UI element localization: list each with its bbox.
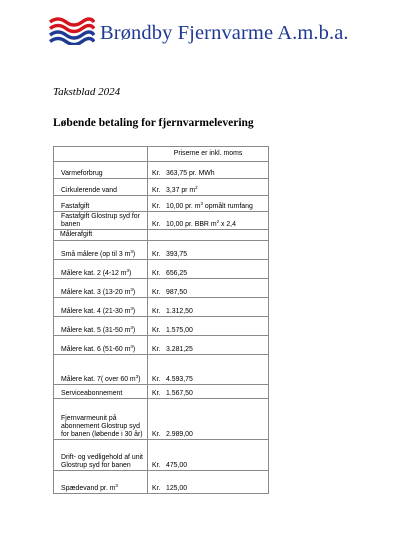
table-row [54,196,269,212]
row-value: Kr. 125,00 [148,471,269,494]
table-group-row [54,230,269,241]
row-value: Kr. 1.312,50 [148,298,269,317]
row-value: Kr. 3.281,25 [148,336,269,355]
row-label: Målere kat. 6 (51-60 $m^3$) [54,336,148,355]
value-text: 10,00 pr. BBR $m^2$ x 2,4 [166,219,236,228]
table-row [54,162,269,179]
document-subtitle: Takstblad 2024 [53,86,121,98]
table-row [54,279,269,298]
column-header: Priserne er inkl. moms [148,147,269,162]
row-value: Kr. 656,25 [148,260,269,279]
table-row [54,260,269,279]
table-row [54,241,269,260]
table-row [54,440,269,471]
group-empty-cell [148,230,269,241]
row-value: Kr. 4.593,75 [148,355,269,385]
row-label: Målere kat. 2 (4-12 $m^3$) [54,260,148,279]
row-label: Serviceabonnement [54,385,148,399]
row-label: Målere kat. 7( over 60 $m^3$) [54,355,148,385]
table-row [54,336,269,355]
row-label: Varmeforbrug [54,162,148,179]
value-text: 10,00 pr. $m^3$ opmålt rumfang [166,201,253,210]
value-text: 3,37 pr $m^2$ [166,185,198,194]
row-label: Målere kat. 3 (13-20 $m^3$) [54,279,148,298]
table-row [54,355,269,385]
row-label: Fastafgift [54,196,148,212]
row-value: Kr. 1.575,00 [148,317,269,336]
row-label: Spædevand pr. $m^3$ [54,471,148,494]
row-label: Små målere (op til 3 $m^3$) [54,241,148,260]
table-header-row [54,147,269,162]
price-table [53,146,269,494]
row-value: Kr. 10,00 pr. BBR $m^2$ x 2,4 [148,212,269,230]
table-row [54,298,269,317]
row-label: Målere kat. 5 (31-50 $m^3$) [54,317,148,336]
group-label: Målerafgift [54,230,148,241]
row-label: Fjernvarmeunit på abonnement Glostrup syd for banen (løbende i 30 år) [54,399,148,440]
row-label: Drift- og vedligehold af unit Glostrup syd for banen [54,440,148,471]
row-value: Kr. 393,75 [148,241,269,260]
table-row [54,385,269,399]
row-value: Kr. 1.567,50 [148,385,269,399]
row-value: Kr. 363,75 pr. MWh [148,162,269,179]
row-value: Kr. 987,50 [148,279,269,298]
company-name: Brøndby Fjernvarme A.m.b.a. [100,22,349,44]
table-row [54,317,269,336]
document-heading: Løbende betaling for fjernvarmelevering [53,117,254,129]
row-label: Fastafgift Glostrup syd for banen [54,212,148,230]
row-value: Kr. 2.989,00 [148,399,269,440]
table-row [54,399,269,440]
table-row [54,471,269,494]
row-label: Målere kat. 4 (21-30 $m^3$) [54,298,148,317]
table-row [54,212,269,230]
row-value: Kr. 10,00 pr. $m^3$ opmålt rumfang [148,196,269,212]
row-label: Cirkulerende vand [54,179,148,196]
header-empty-cell [54,147,148,162]
row-value: Kr. 475,00 [148,440,269,471]
company-logo-icon [49,17,95,45]
row-value: Kr. 3,37 pr $m^2$ [148,179,269,196]
table-row [54,179,269,196]
